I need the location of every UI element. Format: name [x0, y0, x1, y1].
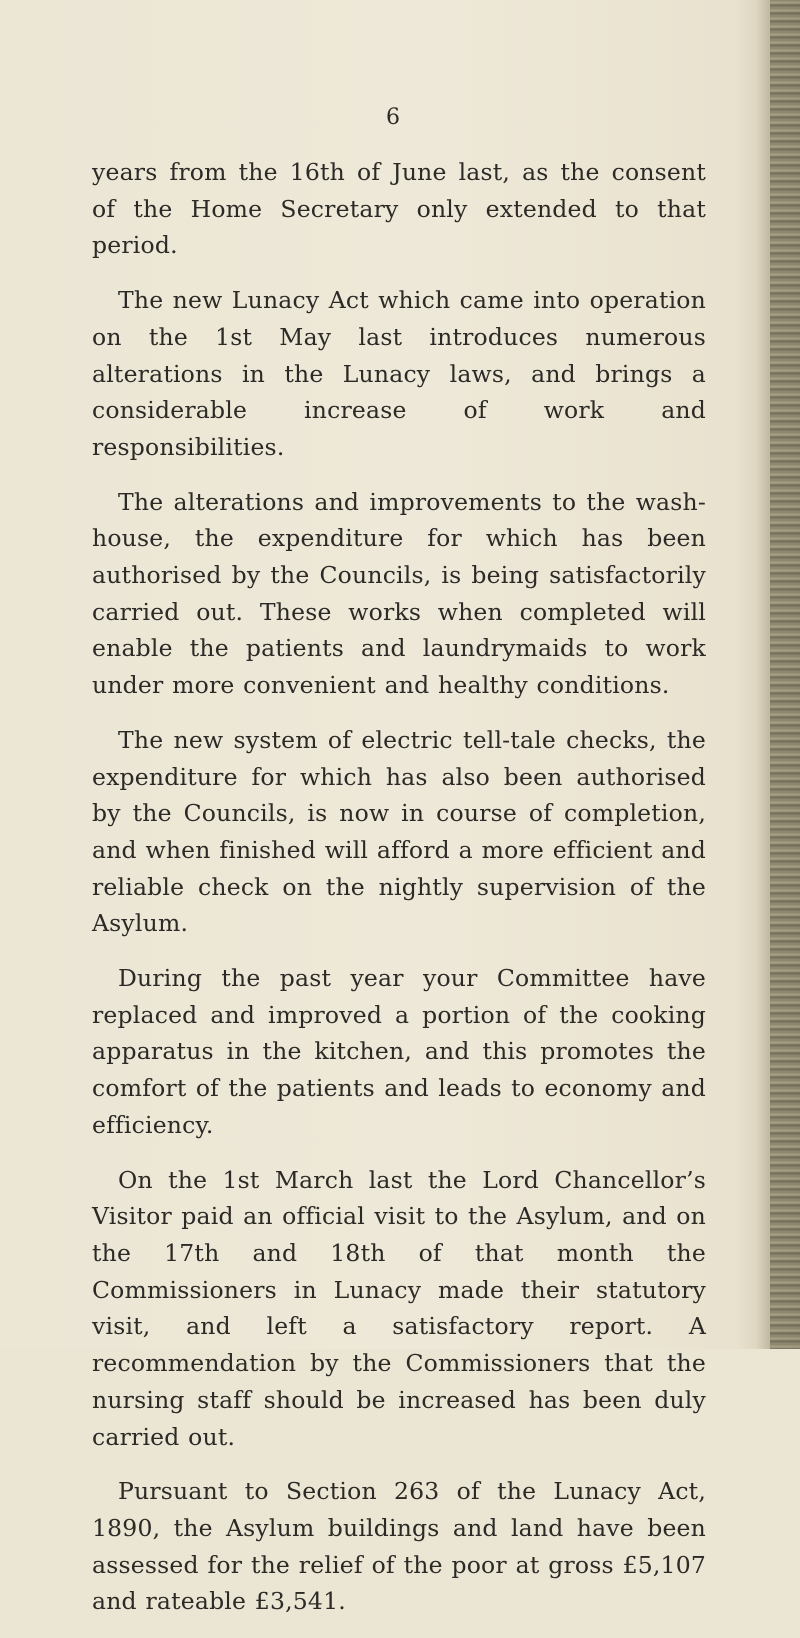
paragraph-wash-house: The alterations and improvements to the wash-house, the expenditure for which has been authorised by the Councils, is being satisfactorily carried out. These works when completed will enable the patients and laundrymaids to work under more convenient and healthy conditions. [92, 487, 706, 700]
page-number: 6 [386, 105, 400, 130]
page-edge-shadow [756, 0, 770, 1349]
book-page-edge [770, 0, 800, 1349]
paragraph-continuation: years from the 16th of June last, as the consent of the Home Secretary only extended to that period. [92, 158, 706, 260]
paragraph-assessment: Pursuant to Section 263 of the Lunacy Act, 1890, the Asylum buildings and land have been assessed for the relief of the poor at gross £5,107 and rateable £3,541. [92, 1477, 706, 1616]
paragraph-official-visit: On the 1st March last the Lord Chancellor’s Visitor paid an official visit to the Asylum, and on the 17th and 18th of that month the Commissioners in Lunacy made their statutory visit, and left a satisfactory report. A recommendation by the Commissioners that the nursing staff should be increased has been duly carried out. [92, 1165, 706, 1451]
paragraph-tell-tale-checks: The new system of electric tell-tale checks, the expenditure for which has also been authorised by the Councils, is now in course of completion, and when finished will afford a more efficient and reliable check on the nightly supervision of the Asylum. [92, 725, 706, 938]
body-text [92, 154, 706, 1638]
paragraph-lunacy-act: The new Lunacy Act which came into operation on the 1st May last introduces numerous alterations in the Lunacy laws, and brings a considerable increase of work and responsibilities. [92, 286, 706, 461]
paragraph-cooking-apparatus: During the past year your Committee have replaced and improved a portion of the cooking apparatus in the kitchen, and this promotes the comfort of the patients and leads to economy and efficiency. [92, 964, 706, 1139]
